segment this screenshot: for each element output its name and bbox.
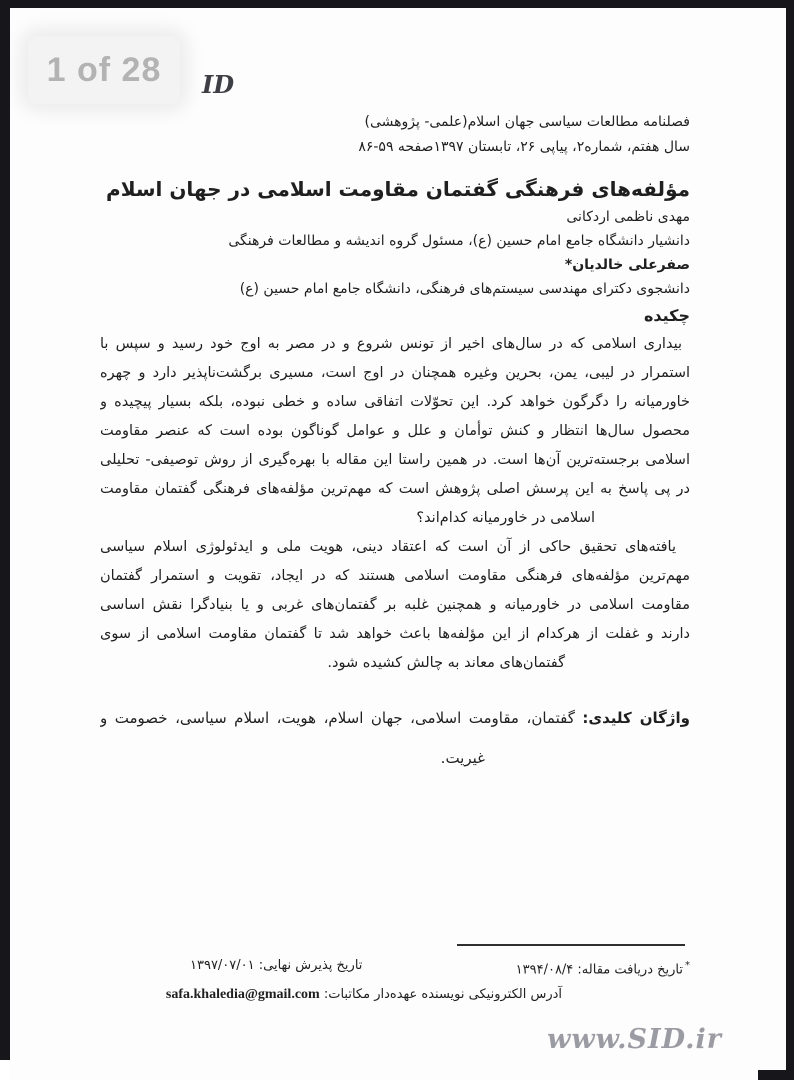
abstract-line: بیداری اسلامی که در سال‌های اخیر از تونس شروع و در مصر به اوج خود رسید و سپس با — [100, 336, 682, 352]
abstract-line: استمرار در لیبی، یمن، بحرین وغیره همچنان در اوج است، مسیری برگشت‌ناپذیر دارد و چهره — [100, 365, 690, 381]
journal-line-2: سال هفتم، شماره۲، پیاپی ۲۶، تابستان ۱۳۹۷صفحه ۵۹-۸۶ — [358, 139, 690, 155]
journal-header — [100, 110, 690, 160]
page-indicator-badge — [28, 36, 180, 104]
frame-bottom-corner — [758, 1070, 794, 1080]
abstract-paragraph-2 — [100, 533, 690, 678]
page-indicator-label: 1 of 28 — [46, 50, 162, 89]
frame-left-edge — [0, 0, 10, 1060]
abstract-line: دارند و غفلت از هرکدام از این مؤلفه‌ها باعث خواهد شد تا گفتمان مقاومت اسلامی از سوی — [100, 626, 690, 642]
author-affiliation-2: دانشجوی دکترای مهندسی سیستم‌های فرهنگی، دانشگاه جامع امام حسین (ع) — [239, 281, 690, 297]
keywords-label: واژگان کلیدی: — [582, 709, 690, 727]
footnote-row — [100, 955, 690, 980]
abstract-line: یافته‌های تحقیق حاکی از آن است که اعتقاد دینی، هویت ملی و ایدئولوژی اسلام سیاسی — [100, 539, 676, 555]
footnote-received — [516, 955, 690, 980]
keywords-text: گفتمان، مقاومت اسلامی، جهان اسلام، هویت، اسلام سیاسی، خصومت و — [100, 709, 575, 727]
footnote-email-line — [100, 984, 690, 1005]
footnote-email-label: آدرس الکترونیکی نویسنده عهده‌دار مکاتبات: — [323, 987, 562, 1003]
keywords-block — [100, 698, 690, 778]
abstract-line: در پی پاسخ به این پرسش اصلی پژوهش است که مهم‌ترین مؤلفه‌های فرهنگی گفتمان مقاومت — [100, 481, 690, 497]
frame-right-edge — [786, 0, 794, 1080]
abstract-line: محصول سال‌ها انتظار و کنش توأمان و علل و عوامل گوناگون بوده است که عنصر مقاومت — [100, 423, 690, 439]
footnote-divider — [457, 944, 685, 946]
footnote-asterisk: * — [685, 960, 690, 971]
abstract-line: گفتمان‌های معاند به چالش کشیده شود. — [327, 655, 565, 671]
keywords-line-2: غیریت. — [440, 749, 485, 767]
journal-line-1: فصلنامه مطالعات سیاسی جهان اسلام(علمی- پژوهشی) — [364, 114, 690, 130]
footnote-accepted: تاریخ پذیرش نهایی: ۱۳۹۷/۰۷/۰۱ — [190, 958, 363, 973]
author-affiliation-1: دانشیار دانشگاه جامع امام حسین (ع)، مسئول گروه اندیشه و مطالعات فرهنگی — [228, 233, 690, 249]
author-block — [100, 205, 690, 301]
paper-title: مؤلفه‌های فرهنگی گفتمان مقاومت اسلامی در جهان اسلام — [106, 177, 690, 201]
abstract-line: اسلامی برجسته‌ترین آن‌ها است. در همین راستا این مقاله با بهره‌گیری از روش توصیفی- تحلیلی — [100, 452, 690, 468]
abstract-line: اسلامی در خاورمیانه کدام‌اند؟ — [416, 510, 595, 526]
abstract-heading: چکیده — [643, 306, 690, 325]
sid-watermark: www.SID.ir — [547, 1024, 722, 1055]
footnote-email-address: safa.khaledia@gmail.com — [165, 987, 320, 1003]
document-page[interactable] — [10, 8, 786, 1080]
abstract-line: مقاومت اسلامی در خاورمیانه و همچنین غلبه بر گفتمان‌های غربی و یا بنیادگرا نقش اساسی — [100, 597, 690, 613]
frame-top-edge — [0, 0, 794, 8]
keywords-line-1 — [100, 698, 690, 738]
abstract-body — [100, 330, 690, 678]
sid-logo-fragment: ID — [202, 70, 235, 99]
footnote-block — [100, 944, 690, 1005]
footnote-received-text: تاریخ دریافت مقاله: ۱۳۹۴/۰۸/۴ — [515, 962, 683, 978]
abstract-line: خاورمیانه را دگرگون خواهد کرد. این تحوّلات اتفاقی ساده و خطی نبوده، بلکه بسیار پیچیده و — [100, 394, 690, 410]
abstract-paragraph-1 — [100, 330, 690, 533]
abstract-line: مهم‌ترین مؤلفه‌های فرهنگی مقاومت اسلامی هستند که در ایجاد، تقویت و استمرار گفتمان — [100, 568, 690, 584]
author-name-1: مهدی ناظمی اردکانی — [566, 209, 690, 225]
author-name-2: صفرعلی خالدیان* — [564, 257, 690, 273]
